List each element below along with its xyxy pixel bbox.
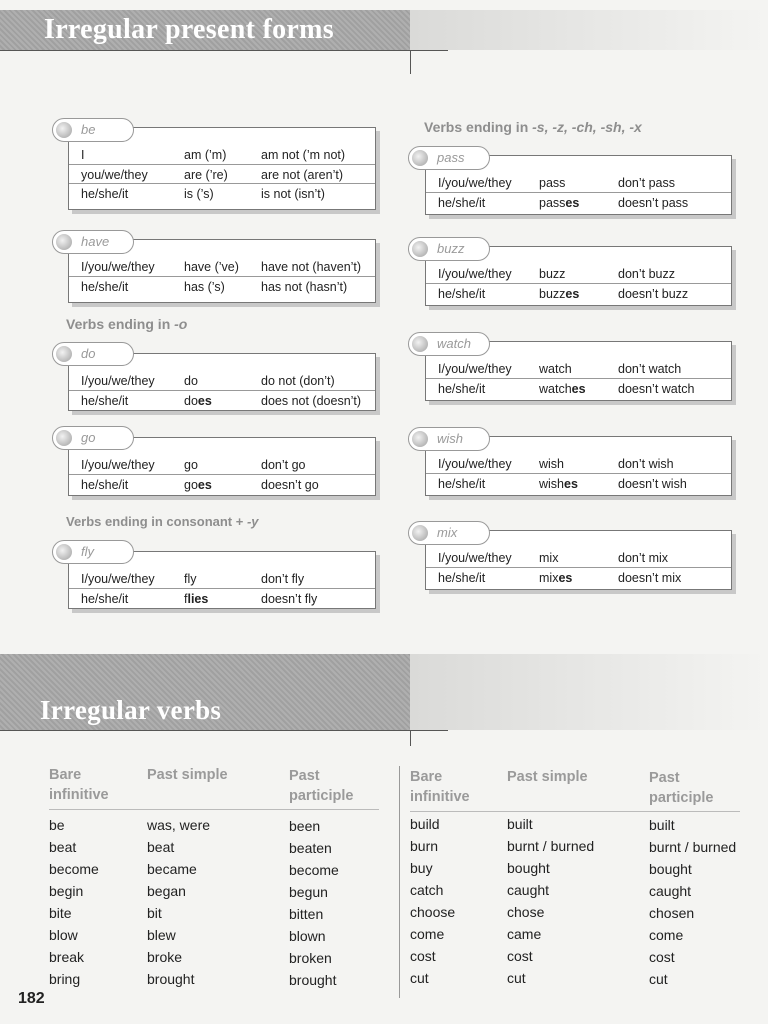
ending: es: [558, 571, 573, 585]
header-line: participle: [649, 790, 714, 806]
header-line: participle: [289, 788, 354, 804]
past-participle-list: [649, 814, 736, 990]
verb-pill-go: [52, 426, 134, 450]
table-row: [426, 192, 731, 212]
negative: are not (aren’t): [261, 168, 343, 182]
list-item: be: [49, 817, 65, 833]
negative: don’t watch: [618, 362, 682, 376]
list-item: brought: [147, 971, 195, 987]
verb-label: watch: [437, 336, 471, 351]
list-item: become: [289, 862, 339, 878]
table-row: [69, 474, 375, 494]
negative: don’t mix: [618, 551, 669, 565]
table-row: [426, 567, 731, 587]
negative: doesn’t fly: [261, 592, 318, 606]
subject: I/you/we/they: [438, 362, 512, 376]
list-item: blown: [289, 928, 326, 944]
subject: he/she/it: [81, 187, 129, 201]
list-item: burnt / burned: [507, 838, 595, 854]
affirmative: [539, 477, 578, 491]
list-item: was, were: [147, 817, 211, 833]
banner-tick: [410, 730, 411, 746]
affirmative: is (’s): [184, 187, 214, 201]
header-line: infinitive: [49, 787, 109, 803]
section-heading: [66, 316, 187, 332]
column-header-past-simple: [507, 767, 588, 787]
verb-label: do: [81, 346, 96, 361]
list-item: chosen: [649, 905, 695, 921]
affirmative: [539, 382, 586, 396]
bullet-icon: [412, 431, 428, 447]
heading-text: Verbs ending in consonant +: [66, 514, 247, 529]
bullet-icon: [56, 122, 72, 138]
stem: watch: [539, 382, 572, 396]
table-row: [69, 371, 375, 390]
affirmative: [539, 196, 579, 210]
verb-pill-wish: [408, 427, 490, 451]
table-row: [426, 264, 731, 283]
negative: do not (don’t): [261, 374, 335, 388]
list-item: blow: [49, 927, 78, 943]
list-item: caught: [649, 883, 692, 899]
ending: es: [197, 394, 212, 408]
list-item: come: [649, 927, 684, 943]
subject: I/you/we/they: [438, 457, 512, 471]
list-item: choose: [410, 904, 456, 920]
list-item: begun: [289, 884, 328, 900]
bullet-icon: [412, 150, 428, 166]
banner-fade: [410, 654, 768, 730]
subject: you/we/they: [81, 168, 148, 182]
stem: pass: [539, 196, 566, 210]
list-item: blew: [147, 927, 176, 943]
banner-rule: [0, 730, 448, 731]
verb-pill-have: [52, 230, 134, 254]
affirmative: [539, 571, 572, 585]
ending: es: [564, 477, 578, 491]
bullet-icon: [56, 430, 72, 446]
heading-text: Verbs ending in: [424, 119, 533, 135]
bare-infinitive-list: [410, 813, 455, 989]
list-item: began: [147, 883, 186, 899]
list-item: cut: [410, 970, 429, 986]
ending: es: [565, 287, 580, 301]
ending: es: [565, 196, 580, 210]
header-divider: [410, 811, 740, 812]
affirmative: [184, 394, 212, 408]
verb-pill-fly: [52, 540, 134, 564]
verb-label: wish: [437, 431, 464, 446]
affirmative: go: [184, 458, 198, 472]
affirmative: [184, 592, 208, 606]
section-title: Irregular verbs: [40, 695, 222, 725]
past-simple-list: [507, 813, 594, 989]
subject: he/she/it: [438, 196, 486, 210]
list-item: bit: [147, 905, 162, 921]
list-item: became: [147, 861, 197, 877]
list-item: chose: [507, 904, 545, 920]
verb-pill-be: [52, 118, 134, 142]
negative: does not (doesn’t): [261, 394, 362, 408]
list-item: cut: [507, 970, 526, 986]
negative: has not (hasn’t): [261, 280, 348, 294]
verb-label: fly: [81, 544, 94, 559]
subject: I/you/we/they: [81, 458, 155, 472]
list-item: cost: [507, 948, 533, 964]
list-item: break: [49, 949, 85, 965]
affirmative: watch: [539, 362, 572, 376]
negative: don’t buzz: [618, 267, 675, 281]
affirmative: buzz: [539, 267, 566, 281]
verb-pill-mix: [408, 521, 490, 545]
subject: I/you/we/they: [438, 267, 512, 281]
subject: I/you/we/they: [438, 551, 512, 565]
heading-suffix: -s, -z, -ch, -sh, -x: [532, 119, 642, 135]
header-line: Past simple: [507, 769, 588, 785]
table-row: [426, 359, 731, 378]
bullet-icon: [56, 346, 72, 362]
subject: I/you/we/they: [438, 176, 512, 190]
list-item: bring: [49, 971, 81, 987]
list-item: bitten: [289, 906, 324, 922]
list-item: caught: [507, 882, 550, 898]
bullet-icon: [412, 241, 428, 257]
affirmative: are (’re): [184, 168, 228, 182]
list-item: cost: [649, 949, 675, 965]
table-row: [426, 548, 731, 567]
header-line: Past simple: [147, 767, 228, 783]
subject: I/you/we/they: [81, 260, 155, 274]
affirmative: fly: [184, 572, 197, 586]
list-item: broken: [289, 950, 332, 966]
column-header-past-participle: [649, 768, 713, 808]
list-item: been: [289, 818, 321, 834]
subject: he/she/it: [81, 394, 129, 408]
subject: he/she/it: [81, 592, 129, 606]
negative: doesn’t pass: [618, 196, 689, 210]
list-item: bite: [49, 905, 72, 921]
column-divider: [399, 766, 400, 998]
table-row: [69, 588, 375, 608]
list-item: came: [507, 926, 542, 942]
negative: don’t wish: [618, 457, 674, 471]
negative: doesn’t buzz: [618, 287, 689, 301]
negative: is not (isn’t): [261, 187, 325, 201]
list-item: beat: [49, 839, 77, 855]
table-row: [426, 173, 731, 192]
verb-label: go: [81, 430, 96, 445]
column-header-bare-infinitive: [49, 765, 109, 805]
list-item: build: [410, 816, 440, 832]
list-item: bought: [507, 860, 550, 876]
negative: doesn’t wish: [618, 477, 687, 491]
affirmative: have (’ve): [184, 260, 239, 274]
affirmative: mix: [539, 551, 559, 565]
table-row: [426, 378, 731, 398]
subject: I: [81, 148, 85, 162]
table-row: [69, 145, 375, 164]
list-item: bought: [649, 861, 692, 877]
ending: es: [197, 478, 212, 492]
stem: do: [184, 394, 198, 408]
table-row: [69, 276, 375, 296]
column-header-past-participle: [289, 766, 353, 806]
negative: have not (haven’t): [261, 260, 362, 274]
negative: don’t fly: [261, 572, 305, 586]
table-row: [69, 455, 375, 474]
column-header-past-simple: [147, 765, 228, 785]
table-row: [69, 390, 375, 410]
list-item: broke: [147, 949, 183, 965]
table-row: [69, 183, 375, 203]
subject: I/you/we/they: [81, 374, 155, 388]
stem: f: [184, 592, 188, 606]
table-row: [69, 569, 375, 588]
verb-label: mix: [437, 525, 458, 540]
negative: doesn’t go: [261, 478, 319, 492]
stem: go: [184, 478, 198, 492]
subject: he/she/it: [438, 571, 486, 585]
list-item: beaten: [289, 840, 332, 856]
heading-suffix: -y: [246, 514, 259, 529]
ending: es: [571, 382, 586, 396]
negative: am not (’m not): [261, 148, 346, 162]
list-item: burn: [410, 838, 439, 854]
verb-label: buzz: [437, 241, 465, 256]
verb-pill-do: [52, 342, 134, 366]
list-item: cost: [410, 948, 436, 964]
list-item: come: [410, 926, 445, 942]
list-item: begin: [49, 883, 84, 899]
past-simple-list: [147, 814, 210, 990]
subject: I/you/we/they: [81, 572, 155, 586]
negative: doesn’t watch: [618, 382, 695, 396]
list-item: built: [649, 817, 675, 833]
affirmative: [539, 287, 579, 301]
negative: don’t pass: [618, 176, 675, 190]
header-line: Bare: [49, 767, 82, 783]
bullet-icon: [56, 234, 72, 250]
bullet-icon: [412, 525, 428, 541]
banner-tick: [410, 50, 411, 74]
table-row: [426, 473, 731, 493]
verb-pill-watch: [408, 332, 490, 356]
list-item: become: [49, 861, 99, 877]
header-line: Past: [289, 768, 320, 784]
section-heading: [66, 514, 259, 529]
verb-label: pass: [437, 150, 465, 165]
page-number: 182: [18, 990, 45, 1007]
header-divider: [49, 809, 379, 810]
subject: he/she/it: [81, 478, 129, 492]
header-line: Past: [649, 770, 680, 786]
banner-fade: [410, 10, 768, 50]
header-line: Bare: [410, 769, 443, 785]
section-heading: [424, 119, 642, 135]
affirmative: wish: [539, 457, 565, 471]
list-item: brought: [289, 972, 337, 988]
banner-rule: [0, 50, 448, 51]
table-row: [69, 257, 375, 276]
list-item: built: [507, 816, 533, 832]
stem: wish: [539, 477, 565, 491]
list-item: burnt / burned: [649, 839, 737, 855]
verb-label: be: [81, 122, 96, 137]
affirmative: has (’s): [184, 280, 225, 294]
table-row: [426, 454, 731, 473]
verb-pill-pass: [408, 146, 490, 170]
section-title: Irregular present forms: [44, 14, 334, 45]
list-item: cut: [649, 971, 668, 987]
ending: lies: [187, 592, 209, 606]
header-line: infinitive: [410, 789, 470, 805]
heading-suffix: -o: [174, 316, 188, 332]
subject: he/she/it: [81, 280, 129, 294]
list-item: buy: [410, 860, 433, 876]
subject: he/she/it: [438, 287, 486, 301]
subject: he/she/it: [438, 382, 486, 396]
column-header-bare-infinitive: [410, 767, 470, 807]
stem: buzz: [539, 287, 566, 301]
verb-label: have: [81, 234, 110, 249]
bare-infinitive-list: [49, 814, 99, 990]
affirmative: pass: [539, 176, 566, 190]
affirmative: do: [184, 374, 198, 388]
past-participle-list: [289, 815, 339, 991]
negative: don’t go: [261, 458, 306, 472]
affirmative: [184, 478, 212, 492]
table-row: [69, 164, 375, 184]
bullet-icon: [412, 336, 428, 352]
list-item: catch: [410, 882, 444, 898]
verb-pill-buzz: [408, 237, 490, 261]
bullet-icon: [56, 544, 72, 560]
subject: he/she/it: [438, 477, 486, 491]
table-row: [426, 283, 731, 303]
negative: doesn’t mix: [618, 571, 682, 585]
list-item: beat: [147, 839, 175, 855]
stem: mix: [539, 571, 559, 585]
affirmative: am (’m): [184, 148, 227, 162]
heading-text: Verbs ending in: [66, 316, 175, 332]
